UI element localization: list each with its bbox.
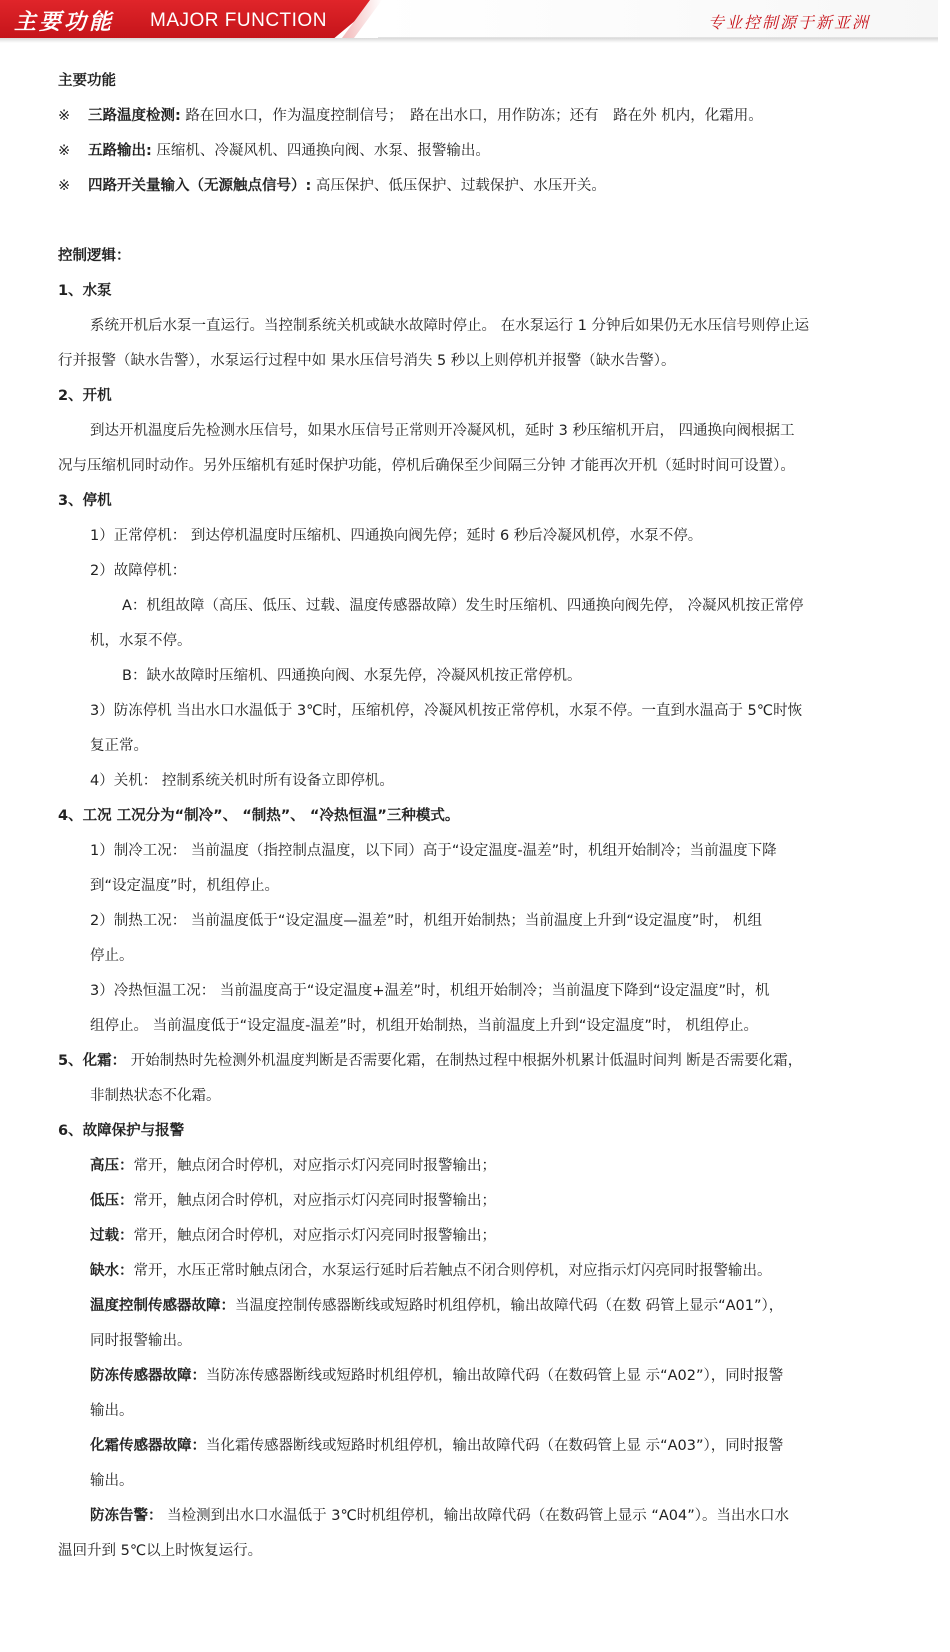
stop-item-fault: 2）故障停机： — [90, 563, 187, 579]
spacer — [58, 204, 868, 239]
document-body — [58, 64, 868, 1569]
protection-text: 常开，水压正常时触点闭合，水泵运行延时后若触点不闭合则停机，对应指示灯闪亮同时报警输出。 — [133, 1263, 772, 1279]
mode-constant-line-2: 组停止。 当前温度低于“设定温度-温差”时，机组开始制热，当前温度上升到“设定温度”时， 机组停止。 — [90, 1018, 758, 1034]
banner-title-en: MAJOR FUNCTION — [150, 10, 327, 31]
header-banner — [0, 0, 950, 44]
stop-antifreeze-line-1: 3）防冻停机 当出水口水温低于 3℃时，压缩机停，冷凝风机按正常停机，水泵不停。一直到水温高于 5℃时恢 — [90, 703, 803, 719]
mode-heating-line-2: 停止。 — [90, 948, 134, 964]
stop-fault-a-line-1: A：机组故障（高压、低压、过载、温度传感器故障）发生时压缩机、四通换向阀先停， 冷凝风机按正常停 — [122, 598, 804, 614]
sensor-fault-label: 温度控制传感器故障： — [90, 1298, 235, 1314]
protection-label: 过载： — [90, 1228, 134, 1244]
section-title-stop: 3、停机 — [58, 493, 112, 509]
sensor-fault-antifreeze-line-1 — [58, 1359, 868, 1394]
main-functions-heading: 主要功能 — [58, 73, 116, 89]
mode-cooling-line-1: 1）制冷工况： 当前温度（指控制点温度，以下同）高于“设定温度-温差”时，机组开始制冷；当前温度下降 — [90, 843, 777, 859]
function-item — [58, 99, 868, 134]
sensor-fault-text: 当化霜传感器断线或短路时机组停机，输出故障代码（在数码管上显 示“A03”），同时报警 — [206, 1438, 784, 1454]
antifreeze-alarm-label: 防冻告警： — [90, 1508, 163, 1524]
stop-shutdown: 4）关机： 控制系统关机时所有设备立即停机。 — [90, 773, 394, 789]
banner-slogan: 专业控制源于新亚洲 — [707, 13, 870, 32]
function-label: 五路输出: — [88, 143, 152, 159]
start-line-2: 况与压缩机同时动作。另外压缩机有延时保护功能，停机后确保至少间隔三分钟 才能再次开机（延时时间可设置）。 — [58, 458, 795, 474]
antifreeze-alarm-text: 当检测到出水口水温低于 3℃时机组停机，输出故障代码（在数码管上显示 “A04”）。当出水口水 — [162, 1508, 789, 1524]
section-title-protection: 6、故障保护与报警 — [58, 1123, 185, 1139]
sensor-fault-text: 当防冻传感器断线或短路时机组停机，输出故障代码（在数码管上显 示“A02”），同时报警 — [206, 1368, 784, 1384]
sensor-fault-text: 当温度控制传感器断线或短路时机组停机，输出故障代码（在数 码管上显示“A01”）， — [235, 1298, 784, 1314]
defrost-text: 开始制热时先检测外机温度判断是否需要化霜，在制热过程中根据外机累计低温时间判 断是否需要化霜， — [126, 1053, 803, 1069]
sensor-fault-temp-line-2: 同时报警输出。 — [90, 1333, 192, 1349]
sensor-fault-temp-line-1 — [58, 1289, 868, 1324]
pump-line-1: 系统开机后水泵一直运行。当控制系统关机或缺水故障时停止。 在水泵运行 1 分钟后如果仍无水压信号则停止运 — [90, 318, 810, 334]
function-label: 四路开关量输入（无源触点信号）: — [88, 178, 312, 194]
sensor-fault-label: 化霜传感器故障： — [90, 1438, 206, 1454]
defrost-line-1 — [58, 1044, 868, 1079]
mode-constant-line-1: 3）冷热恒温工况： 当前温度高于“设定温度+温差”时，机组开始制冷；当前温度下降到“设定温度”时，机 — [90, 983, 770, 999]
logic-heading: 控制逻辑： — [58, 248, 131, 264]
section-title-defrost: 5、化霜： — [58, 1053, 127, 1069]
mode-heating-line-1: 2）制热工况： 当前温度低于“设定温度—温差”时，机组开始制热；当前温度上升到“设定温度”时， 机组 — [90, 913, 762, 929]
protection-text: 常开，触点闭合时停机，对应指示灯闪亮同时报警输出； — [133, 1193, 496, 1209]
section-title-modes: 4、工况 工况分为“制冷”、 “制热”、 “冷热恒温”三种模式。 — [58, 808, 460, 824]
sensor-fault-label: 防冻传感器故障： — [90, 1368, 206, 1384]
protection-text: 常开，触点闭合时停机，对应指示灯闪亮同时报警输出； — [133, 1228, 496, 1244]
function-item — [58, 169, 868, 204]
bullet-symbol: ※ — [58, 108, 71, 124]
function-text: 高压保护、低压保护、过载保护、水压开关。 — [311, 178, 606, 194]
protection-item — [58, 1149, 868, 1184]
banner-title-cn: 主要功能 — [14, 9, 115, 35]
start-line-1: 到达开机温度后先检测水压信号，如果水压信号正常则开冷凝风机，延时 3 秒压缩机开启， 四通换向阀根据工 — [90, 423, 795, 439]
bullet-symbol: ※ — [58, 178, 71, 194]
protection-text: 常开，触点闭合时停机，对应指示灯闪亮同时报警输出； — [133, 1158, 496, 1174]
protection-item — [58, 1184, 868, 1219]
section-title-start: 2、开机 — [58, 388, 112, 404]
section-title-pump: 1、水泵 — [58, 283, 112, 299]
protection-label: 高压： — [90, 1158, 134, 1174]
mode-cooling-line-2: 到“设定温度”时，机组停止。 — [90, 878, 280, 894]
function-item — [58, 134, 868, 169]
sensor-fault-defrost-line-1 — [58, 1429, 868, 1464]
function-text: 路在回水口，作为温度控制信号； 路在出水口，用作防冻；还有 路在外 机内，化霜用。 — [180, 108, 763, 124]
function-label: 三路温度检测: — [88, 108, 181, 124]
banner-shadow — [0, 38, 938, 43]
function-text: 压缩机、冷凝风机、四通换向阀、水泵、报警输出。 — [151, 143, 490, 159]
sensor-fault-defrost-line-2: 输出。 — [90, 1473, 134, 1489]
protection-label: 缺水： — [90, 1263, 134, 1279]
antifreeze-alarm-line-2: 温回升到 5℃以上时恢复运行。 — [58, 1543, 263, 1559]
sensor-fault-antifreeze-line-2: 输出。 — [90, 1403, 134, 1419]
stop-fault-b: B：缺水故障时压缩机、四通换向阀、水泵先停，冷凝风机按正常停机。 — [122, 668, 582, 684]
bullet-symbol: ※ — [58, 143, 71, 159]
pump-line-2: 行并报警（缺水告警），水泵运行过程中如 果水压信号消失 5 秒以上则停机并报警（缺水告警）。 — [58, 353, 676, 369]
protection-item — [58, 1219, 868, 1254]
protection-item — [58, 1254, 868, 1289]
protection-label: 低压： — [90, 1193, 134, 1209]
defrost-line-2: 非制热状态不化霜。 — [90, 1088, 221, 1104]
stop-fault-a-line-2: 机，水泵不停。 — [90, 633, 192, 649]
antifreeze-alarm-line-1 — [58, 1499, 868, 1534]
stop-antifreeze-line-2: 复正常。 — [90, 738, 148, 754]
stop-item-normal: 1）正常停机： 到达停机温度时压缩机、四通换向阀先停；延时 6 秒后冷凝风机停，水泵不停。 — [90, 528, 703, 544]
